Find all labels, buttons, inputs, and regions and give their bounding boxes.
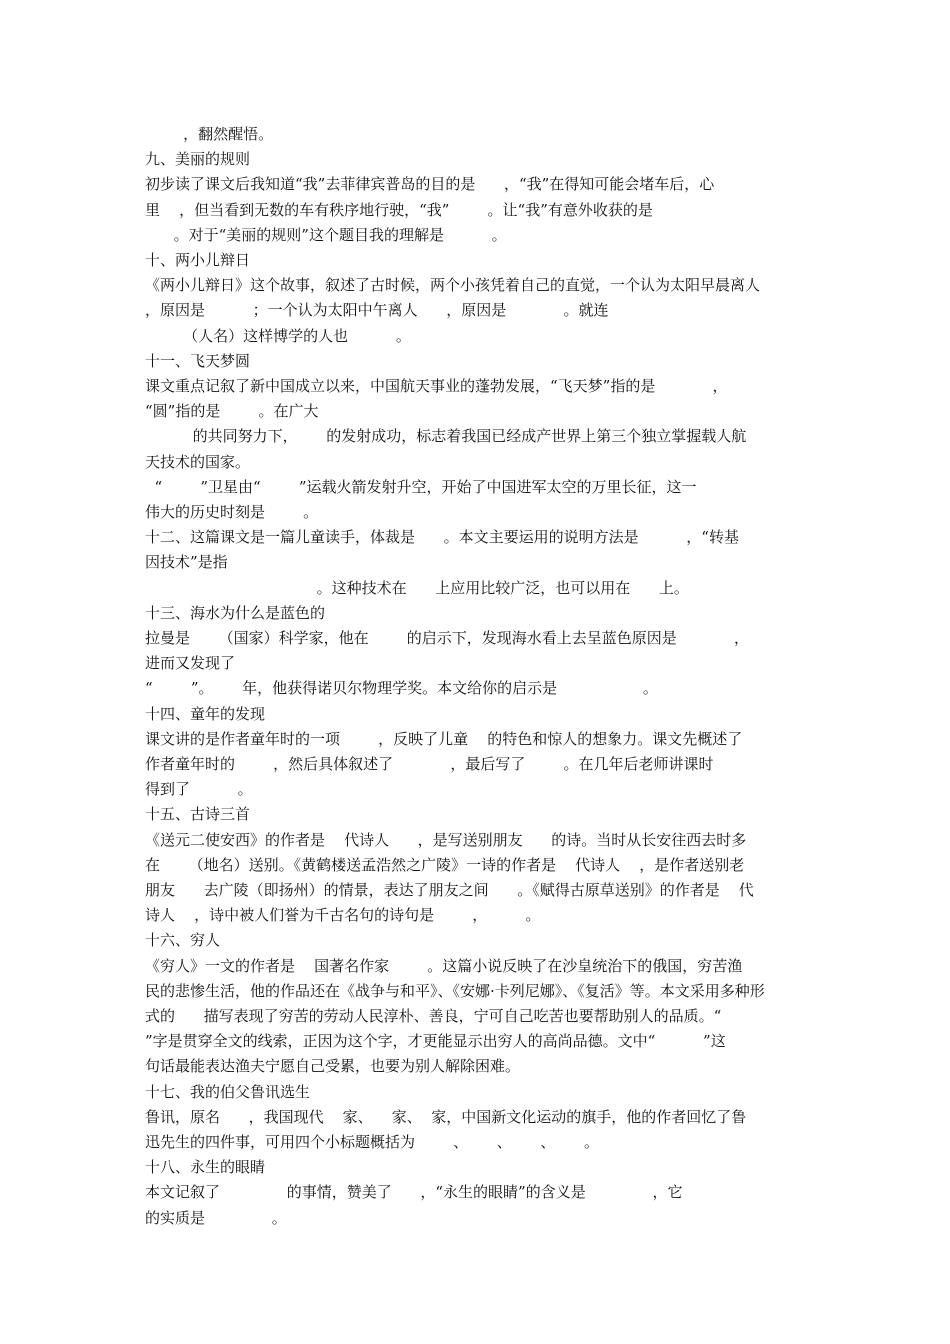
- text-line: ”字是贯穿全文的线索，正因为这个字，才更能显示出穷人的高尚品德。文中“ ”这: [145, 1032, 726, 1051]
- text-line: “ ”卫星由“ ”运载火箭发射升空，开始了中国进军太空的万里长征，这一: [145, 477, 697, 496]
- text-line: （人名）这样博学的人也 。: [145, 326, 411, 345]
- section-heading: 十六、穷人: [145, 931, 221, 950]
- text-line: 进而又发现了: [145, 654, 236, 673]
- section-heading: 十八、永生的眼睛: [145, 1158, 266, 1177]
- text-line: 。这种技术在 上应用比较广泛，也可以用在 上。: [145, 578, 689, 597]
- section-heading: 十、两小儿辩日: [145, 251, 251, 269]
- text-line: 诗人 ，诗中被人们誉为千古名句的诗句是 ， 。: [145, 906, 541, 925]
- text-line: 句话最能表达渔夫宁愿自己受累，也要为别人解除困难。: [145, 1057, 521, 1076]
- section-heading: 十五、古诗三首: [145, 805, 251, 824]
- text-line: 课文重点记叙了新中国成立以来，中国航天事业的蓬勃发展，“飞天梦”指的是 ，: [145, 377, 728, 395]
- text-line: 初步读了课文后我知道“我”去菲律宾普岛的目的是 ，“我”在得知可能会堵车后，心: [145, 175, 715, 194]
- text-line: 的实质是 。: [145, 1208, 287, 1227]
- text-line: 《穷人》一文的作者是 国著名作家 。这篇小说反映了在沙皇统治下的俄国，穷苦渔: [145, 956, 743, 975]
- text-line: 迅先生的四件事，可用四个小标题概括为 、 、 、 。: [145, 1133, 599, 1151]
- text-line: 。对于“美丽的规则”这个题目我的理解是 。: [145, 225, 507, 244]
- section-heading: 十七、我的伯父鲁讯选生: [145, 1082, 311, 1101]
- text-line: 因技术”是指: [145, 553, 228, 572]
- text-line: ，翻然醒悟。: [145, 125, 274, 143]
- text-line: 《送元二使安西》的作者是 代诗人 ，是写送别朋友 的诗。当时从长安往西去时多: [145, 830, 747, 849]
- section-heading: 十三、海水为什么是蓝色的: [145, 603, 326, 622]
- text-line: 在 （地名）送别。《黄鹤楼送孟浩然之广陵》一诗的作者是 代诗人 ，是作者送别老: [145, 855, 745, 874]
- text-line: 的共同努力下， 的发射成功，标志着我国已经成产世界上第三个独立掌握载人航: [145, 427, 747, 446]
- text-line: 式的 描写表现了穷苦的劳动人民淳朴、善良，宁可自己吃苦也要帮助别人的品质。“: [145, 1007, 722, 1025]
- text-line: ，原因是 ；一个认为太阳中午离人 ，原因是 。就连: [145, 301, 609, 320]
- text-line: 伟大的历史时刻是 。: [145, 503, 319, 521]
- text-line: 本文记叙了 的事情，赞美了 ，“永生的眼睛”的含义是 ，它: [145, 1183, 683, 1202]
- text-line: 得到了 。: [145, 780, 253, 799]
- text-line: 里 ，但当看到无数的车有秩序地行驶，“我” 。让“我”有意外收获的是: [145, 200, 653, 219]
- section-heading: 十二、这篇课文是一篇儿童读手，体裁是 。本文主要运用的说明方法是 ，“转基: [145, 528, 739, 547]
- text-line: 课文讲的是作者童年时的一项 ，反映了儿童 的特色和惊人的想象力。课文先概述了: [145, 729, 743, 748]
- text-line: 鲁讯，原名 ，我国现代 家、 家、 家，中国新文化运动的旗手，他的作者回忆了鲁: [145, 1107, 747, 1126]
- text-line: 朋友 去广陵（即扬州）的情景，表达了朋友之间 。《赋得古原草送别》的作者是 代: [145, 881, 754, 899]
- text-line: 天技术的国家。: [145, 452, 251, 471]
- text-line: 《两小儿辩日》这个故事，叙述了古时候，两个小孩凭着自己的直觉，一个认为太阳早晨离人: [145, 276, 761, 295]
- text-line: “ ”。 年，他获得诺贝尔物理学奖。本文给你的启示是 。: [145, 679, 658, 698]
- section-heading: 十四、童年的发现: [145, 704, 266, 723]
- text-line: 民的悲惨生活，他的作品还在《战争与和平》、《安娜·卡列尼娜》、《复活》等。本文采用多种形: [145, 981, 765, 1000]
- text-line: 拉曼是 （国家）科学家，他在 的启示下，发现海水看上去呈蓝色原因是 ，: [145, 629, 749, 647]
- text-line: 作者童年时的 ，然后具体叙述了 ，最后写了 。在几年后老师讲课时: [145, 755, 714, 773]
- section-heading: 九、美丽的规则: [145, 150, 251, 169]
- text-line: “圆”指的是 。在广大: [145, 402, 319, 421]
- section-heading: 十一、飞天梦圆: [145, 351, 251, 370]
